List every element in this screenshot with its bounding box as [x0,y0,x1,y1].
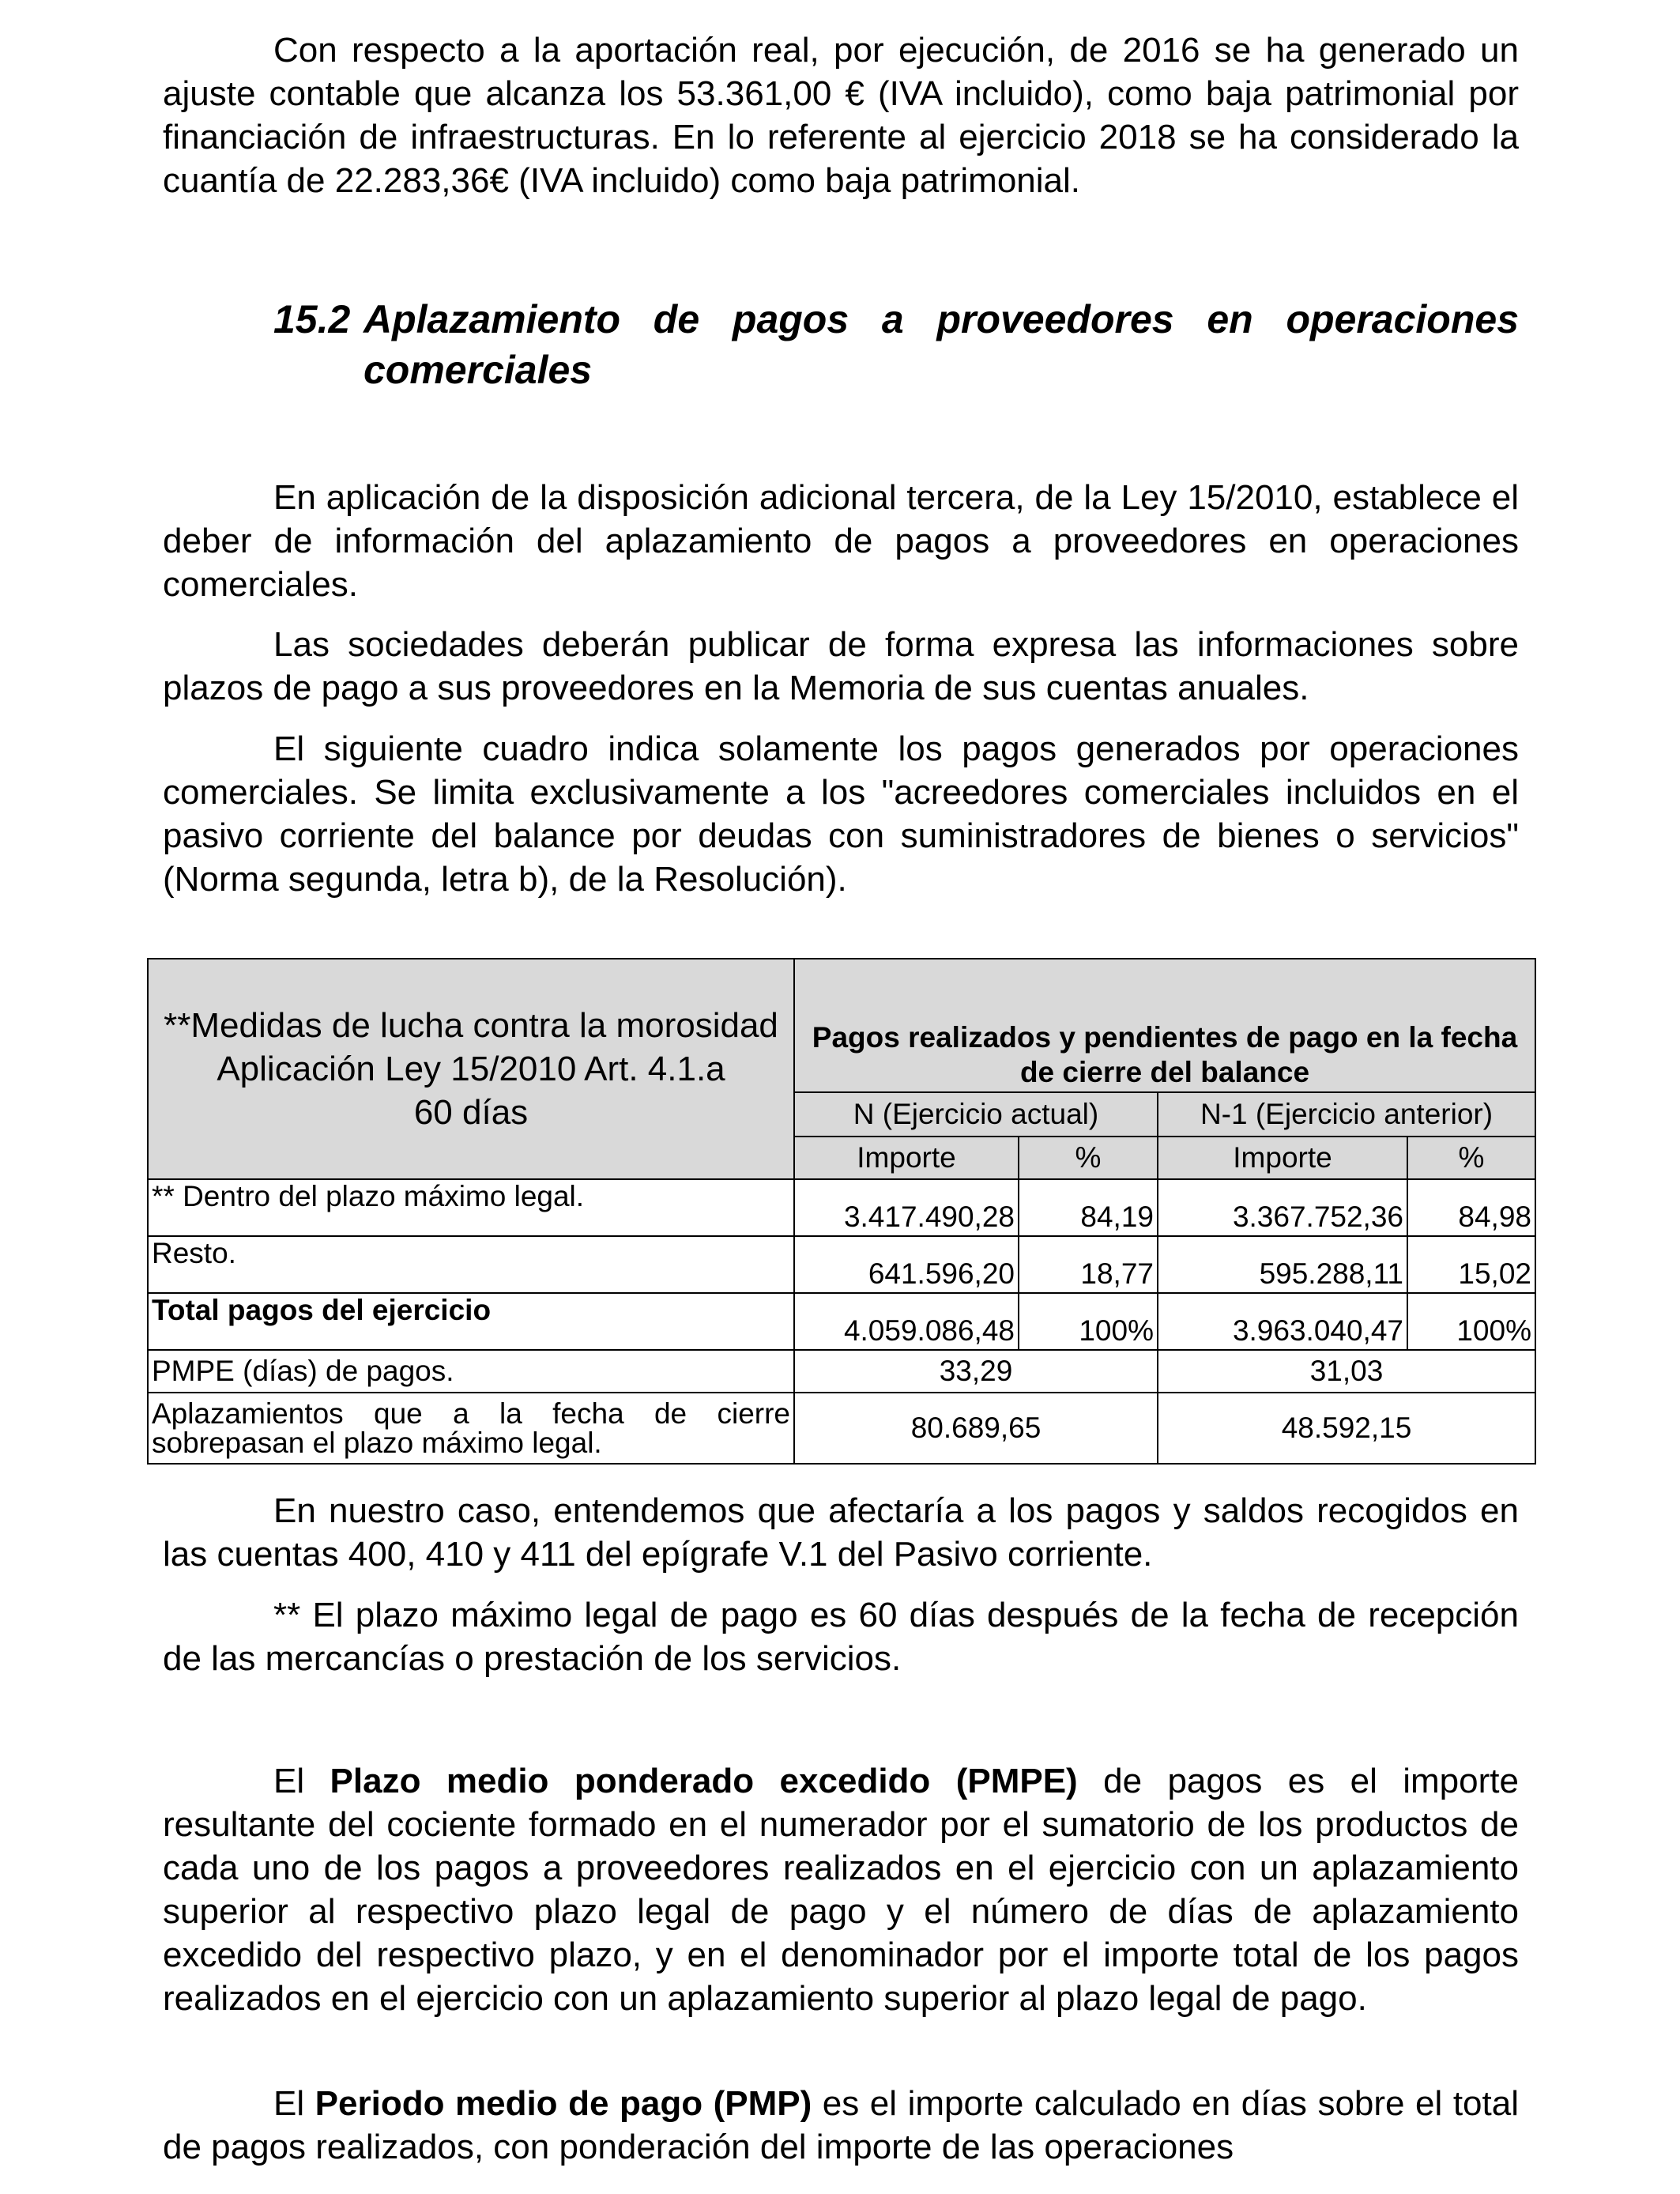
cell-pmpe-n1: 31,03 [1158,1350,1535,1393]
paragraph-caso: En nuestro caso, entendemos que afectaría a los pagos y saldos recogidos en las cuentas 400, 410 y 411 del epígrafe V.1 del Pasivo corriente. [163,1491,1519,1574]
cell-n-pct: 84,19 [1019,1179,1158,1236]
pmp-term: Periodo medio de pago (PMP) [315,2084,812,2123]
cell-n1-pct: 100% [1407,1293,1535,1350]
cell-n-importe: 4.059.086,48 [794,1293,1019,1350]
cell-n1-importe: 3.367.752,36 [1158,1179,1407,1236]
pmp-post: es el importe calculado en días sobre el total de pagos realizados, con ponderación del importe de las operaciones [163,2084,1519,2166]
table-header-main [148,959,794,1179]
pmpe-term: Plazo medio ponderado excedido (PMPE) [330,1762,1078,1800]
table-row [148,1350,1535,1393]
row-label-pmpe: PMPE (días) de pagos. [148,1350,794,1393]
paragraph-aportacion: Con respecto a la aportación real, por ejecución, de 2016 se ha generado un ajuste contable que alcanza los 53.361,00 € (IVA incluido), como baja patrimonial por financiación de infraestructuras. En lo referente al ejercicio 2018 se ha considerado la cuantía de 22.283,36€ (IVA incluido) como baja patrimonial. [163,31,1519,200]
section-heading [163,294,1519,395]
pmpe-post: de pagos es el importe resultante del cociente formado en el numerador por el sumatorio de los productos de cada uno de los pagos a proveedores realizados en el ejercicio con un aplazamiento superior al respectivo plazo legal de pago y el número de días de aplazamiento excedido del respectivo plazo, y en el denominador por el importe total de los pagos realizados en el ejercicio con un aplazamiento superior al plazo legal de pago. [163,1762,1519,2018]
cell-n-importe: 641.596,20 [794,1236,1019,1293]
paragraph-pmpe [163,1759,1519,2020]
payments-table [147,958,1536,1465]
cell-n1-importe: 595.288,11 [1158,1236,1407,1293]
cell-aplaz-n: 80.689,65 [794,1393,1158,1464]
pmp-pre: El [273,2084,315,2123]
section-number: 15.2 [273,297,351,341]
cell-n-importe: 3.417.490,28 [794,1179,1019,1236]
table-row [148,1236,1535,1293]
header-main-line3: 60 días [413,1093,529,1132]
cell-n1-pct: 84,98 [1407,1179,1535,1236]
paragraph-pmp [163,2082,1519,2169]
section-title: Aplazamiento de pagos a proveedores en operaciones comerciales [363,297,1519,392]
sub-header-n1-importe: Importe [1158,1137,1407,1179]
paragraph-plazo-maximo: ** El plazo máximo legal de pago es 60 días después de la fecha de recepción de las mercancías o prestación de los servicios. [163,1596,1519,1678]
cell-n-pct: 100% [1019,1293,1158,1350]
col-header-n: N (Ejercicio actual) [794,1092,1158,1137]
col-header-n1: N-1 (Ejercicio anterior) [1158,1092,1535,1137]
table-row [148,1179,1535,1236]
paragraph-ley: En aplicación de la disposición adicional tercera, de la Ley 15/2010, establece el deber de información del aplazamiento de pagos a proveedores en operaciones comerciales. [163,478,1519,604]
cell-n1-pct: 15,02 [1407,1236,1535,1293]
cell-n1-importe: 3.963.040,47 [1158,1293,1407,1350]
row-label-total: Total pagos del ejercicio [148,1293,794,1350]
cell-aplaz-n1: 48.592,15 [1158,1393,1535,1464]
paragraph-sociedades: Las sociedades deberán publicar de forma expresa las informaciones sobre plazos de pago a sus proveedores en la Memoria de sus cuentas anuales. [163,625,1519,707]
row-label-aplazamientos: Aplazamientos que a la fecha de cierre sobrepasan el plazo máximo legal. [148,1393,794,1464]
header-main-line2: Aplicación Ley 15/2010 Art. 4.1.a [217,1050,725,1088]
sub-header-n-importe: Importe [794,1137,1019,1179]
cell-pmpe-n: 33,29 [794,1350,1158,1393]
table-row [148,1393,1535,1464]
sub-header-n-pct: % [1019,1137,1158,1179]
table-header-group: Pagos realizados y pendientes de pago en la fecha de cierre del balance [794,959,1535,1092]
header-main-line1: **Medidas de lucha contra la morosidad [164,1006,778,1045]
table-row [148,1293,1535,1350]
pmpe-pre: El [273,1762,330,1800]
row-label-dentro: ** Dentro del plazo máximo legal. [148,1179,794,1236]
paragraph-cuadro: El siguiente cuadro indica solamente los pagos generados por operaciones comerciales. Se limita exclusivamente a los "acreedores comerciales incluidos en el pasivo corriente del balance por deudas con suministradores de bienes o servicios" (Norma segunda, letra b), de la Resolución). [163,729,1519,899]
row-label-resto: Resto. [148,1236,794,1293]
sub-header-n1-pct: % [1407,1137,1535,1179]
cell-n-pct: 18,77 [1019,1236,1158,1293]
